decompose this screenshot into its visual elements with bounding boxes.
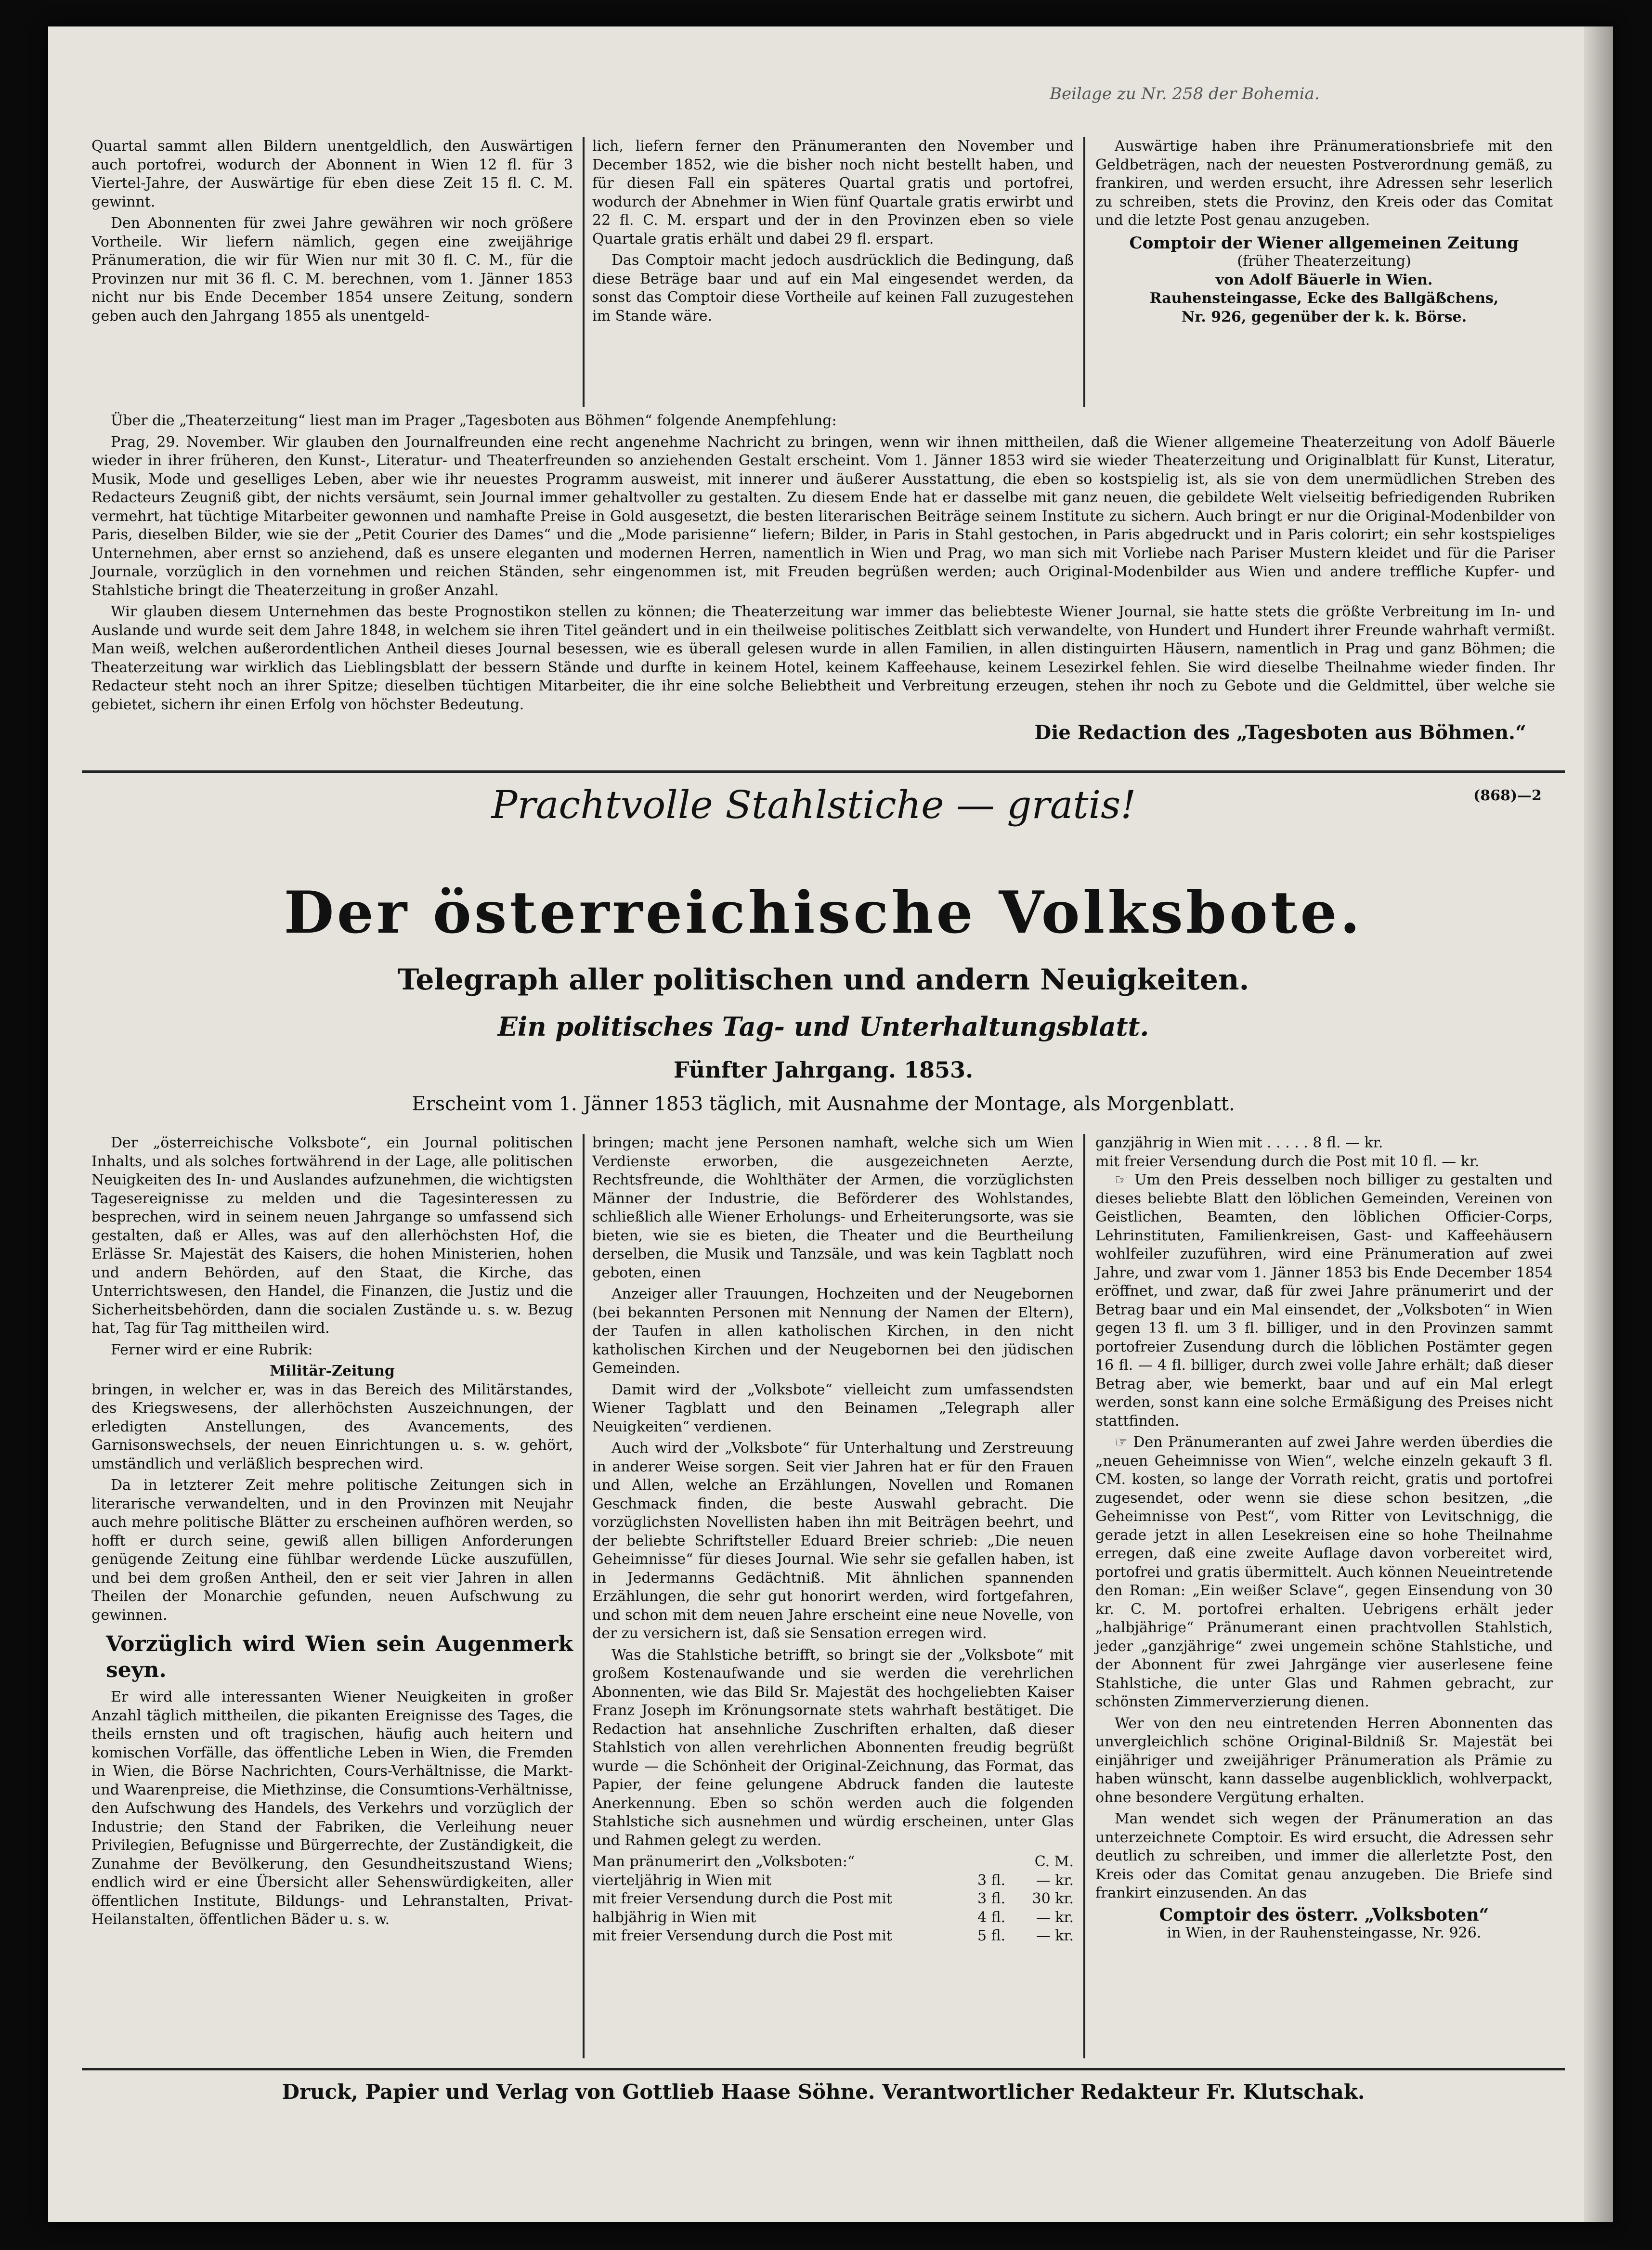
paper-schedule: Erscheint vom 1. Jänner 1853 täglich, mit Ausnahme der Montage, als Morgenblatt. bbox=[412, 1093, 1235, 1115]
page-edge bbox=[1584, 26, 1613, 2222]
vienna-heading: Vorzüglich wird Wien sein Augenmerk seyn. bbox=[106, 1632, 573, 1682]
c2-p1: bringen; macht jene Personen namhaft, welche sich um Wien Verdienste erworben, die ausgezeichneten Aerzte, Rechtsfreunde, die Wohlthäter der Armen, die vorzüglichsten Männer der Industrie, die Beförderer des Wohlstandes, schließlich alle Wiener Erholungs- und Erheiterungsorte, was sie bieten, wie sie es bieten, die Theater und die Beurtheilung derselben, die Musik und Tanzsäle, und was kein Tagblatt noch geboten, einen bbox=[592, 1134, 1074, 1281]
pointing-hand-icon: ☞ bbox=[1115, 1434, 1133, 1451]
c3-p1 bbox=[1095, 1171, 1553, 1431]
recommendation-p2: Wir glauben diesem Unternehmen das beste Prognostikon stellen zu können; die Theaterzeitung war immer das beliebteste Wiener Journal, sie hatte stets die größte Verbreitung im In- und Auslande und wurde seit dem Jahre 1848, in welchem sie ihren Titel geändert und in ein theilweise politisches Zeitblatt sich verwandelte, von Hundert und Hundert ihrer Freunde wahrhaft vermißt. Man weiß, welchen außerordentlichen Antheil dieses Journal besessen, wie es überall gelesen wurde in allen Familien, in allen distinguirten Häusern, namentlich in Prag und ganz Böhmen; die Theaterzeitung war wirklich das Lieblingsblatt der bessern Stände und durfte in keinem Hotel, keinem Kaffeehause, keinem Lesezirkel fehlen. Sie wird dieselbe Theilnahme wieder finden. Ihr Redacteur steht noch an ihrer Spitze; dieselben tüchtigen Mitarbeiter, die ihr eine solche Beliebtheit und Verbreitung erzeugen, stehen ihr noch zu Gebote und die Geldmittel, über welche sie gebietet, sichern ihr einen Erfolg von höchster Bedeutung. bbox=[91, 603, 1555, 713]
price-kr: — kr. bbox=[1036, 1909, 1074, 1926]
section-divider bbox=[82, 770, 1565, 773]
paper-subtitle-2: Ein politisches Tag- und Unterhaltungsblatt. bbox=[497, 1011, 1149, 1042]
price-kr: — kr. bbox=[1036, 1872, 1074, 1889]
price-label: vierteljährig in Wien mit bbox=[592, 1872, 772, 1889]
paper-volume: Fünfter Jahrgang. 1853. bbox=[673, 1057, 974, 1083]
price-row bbox=[592, 1890, 1074, 1909]
volksbote-comptoir: Comptoir des österr. „Volksboten“ bbox=[1159, 1904, 1489, 1925]
column-rule bbox=[1083, 1134, 1085, 2058]
top-right-column bbox=[1095, 137, 1553, 326]
military-rubric: Militär-Zeitung bbox=[270, 1363, 395, 1379]
column-rule bbox=[1083, 137, 1085, 407]
c1-p5: Er wird alle interessanten Wiener Neuigkeiten in großer Anzahl täglich mittheilen, die pikanten Ereignisse des Tages, die theils ernsten und oft tragischen, häufig auch heitern und komischen Vorfälle, das öffentliche Leben in Wien, die Fremden in Wien, die Börse Nachrichten, Cours-Verhältnisse, die Markt- und Waarenpreise, die Miethzinse, die Consumtions-Verhältnisse, den Aufschwung des Handels, des Verkehrs und vorzüglich der Industrie; den Stand der Fabriken, die Verleihung neuer Privilegien, Befugnisse und Bürgerrechte, der Zuständigkeit, die Zunahme der Bevölkerung, den Gesundheitszustand Wiens; endlich wird er eine Übersicht aller Sehenswürdigkeiten, aller öffentlichen Institute, Bildungs- und Lehranstalten, Privat-Heilanstalten, öffentlichen Bäder u. s. w. bbox=[91, 1689, 573, 1928]
price-fl: 5 fl. bbox=[977, 1927, 1006, 1944]
top-left-p2: Den Abonnenten für zwei Jahre gewähren wir noch größere Vortheile. Wir liefern nämlich, gegen eine zweijährige Pränumeration, die wir für Wien nur mit 30 fl. C. M., für die Provinzen nur mit 36 fl. C. M. berechnen, vom 1. Jänner 1853 nicht nur bis Ende December 1854 unsere Zeitung, sondern geben auch den Jahrgang 1855 als unentgeld- bbox=[91, 215, 573, 325]
price-fl: 3 fl. bbox=[977, 1890, 1006, 1907]
c1-p4: Da in letzterer Zeit mehre politische Zeitungen sich in literarische verwandelten, und in den Provinzen mit Neujahr auch mehre politische Blätter zu erscheinen aufhören werden, so hofft er durch seine, gewiß allen billigen Anforderungen genügende Zeitung eine fühlbar werdende Lücke auszufüllen, und bei dem großen Antheil, den er seit vier Jahren in allen Theilen der Monarchie gefunden, neuen Aufschwung zu gewinnen. bbox=[91, 1477, 573, 1624]
price-row bbox=[592, 1872, 1074, 1890]
price-label: mit freier Versendung durch die Post mit bbox=[592, 1927, 892, 1944]
price-fl: 4 fl. bbox=[977, 1909, 1006, 1926]
c1-p1: Der „österreichische Volksbote“, ein Journal politischen Inhalts, und als solches fortwährend in der Lage, alle politischen Neuigkeiten des In- und Auslandes aufzunehmen, die wichtigsten Tagesereignisse zu melden und die Tagesinteressen zu besprechen, wird in seinem neuen Jahrgange so umfassend sich gestalten, daß er Alles, was auf den allerhöchsten Hof, die Erlässe Sr. Majestät des Kaisers, die hohen Ministerien, hohen und andern Behörden, auf den Staat, die Kirche, das Unterrichtswesen, den Handel, die Finanzen, die Justiz und die Sicherheitsbehörden, dann die socialen Zustände u. s. w. Bezug hat, Tag für Tag mittheilen wird. bbox=[91, 1134, 573, 1337]
top-left-p1: Quartal sammt allen Bildern unentgeldlich, den Auswärtigen auch portofrei, wodurch der Abonnent in Wien 12 fl. für 3 Viertel-Jahre, der Auswärtige für eben diese Zeit 15 fl. C. M. gewinnt. bbox=[91, 138, 573, 210]
recommendation-block bbox=[91, 412, 1555, 742]
price-currency: C. M. bbox=[1034, 1853, 1074, 1870]
recommendation-signature: Die Redaction des „Tagesboten aus Böhmen.“ bbox=[1034, 721, 1526, 744]
ad-code: (868)—2 bbox=[1473, 787, 1542, 804]
paper-title: Der österreichische Volksbote. bbox=[284, 879, 1363, 947]
price-heading: Man pränumerirt den „Volksboten:“ bbox=[592, 1853, 855, 1870]
recommendation-intro: Über die „Theaterzeitung“ liest man im Prager „Tagesboten aus Böhmen“ folgende Anempfehlung: bbox=[111, 412, 837, 429]
price-row bbox=[592, 1909, 1074, 1927]
c3-p2 bbox=[1095, 1433, 1553, 1712]
comptoir-address: Rauhensteingasse, Ecke des Ballgäßchens, bbox=[1149, 290, 1499, 307]
price-label: mit freier Versendung durch die Post mit bbox=[592, 1890, 892, 1907]
price-kr: — kr. bbox=[1036, 1927, 1074, 1944]
top-mid-p2: Das Comptoir macht jedoch ausdrücklich die Bedingung, daß diese Beträge baar und auf ein Mal eingesendet werden, da sonst das Comptoir diese Vortheile auf keinen Fall zuzugestehen im Stande wäre. bbox=[592, 252, 1074, 325]
price-fl: 3 fl. bbox=[977, 1872, 1006, 1889]
ad-column-3 bbox=[1095, 1134, 1553, 1943]
recommendation-p1: Prag, 29. November. Wir glauben den Journalfreunden eine recht angenehme Nachricht zu bringen, wenn wir ihnen mittheilen, daß die Wiener allgemeine Theaterzeitung von Adolf Bäuerle wieder in ihrer früheren, den Kunst-, Literatur- und Theaterfreunden so anziehenden Gestalt erscheint. Vom 1. Jänner 1853 wird sie wieder Theaterzeitung und Originalblatt für Kunst, Literatur, Musik, Mode und geselliges Leben, aber wie ihr neuestes Programm ausweist, mit innerer und äußerer Ausstattung, die eben so kostspielig ist, als sie von dem unermüdlichen Streben des Redacteurs Zeugniß gibt, der nichts versäumt, sein Journal immer gehaltvoller zu gestalten. Zu diesem Ende hat er dasselbe mit ganz neuen, die gebildete Welt vielseitig befriedigenden Rubriken vermehrt, hat tüchtige Mitarbeiter gewonnen und namhafte Preise in Gold ausgesetzt, die besten literarischen Beiträge seinem Institute zu sichern. Auch bringt er nur die Original-Modenbilder von Paris, dieselben Bilder, wie sie der „Petit Courier des Dames“ und die „Mode parisienne“ liefern; Bilder, in Paris in Stahl gestochen, in Paris abgedruckt und in Paris colorirt; ein sehr kostspieliges Unternehmen, aber ernst so anziehend, daß es unsere eleganten und modernen Herren, namentlich in Wien und Prag, wo man sich mit Vorliebe nach Pariser Mustern kleidet und für die Pariser Journale, vorzüglich in den vornehmen und reichen Ständen, sehr eingenommen ist, mit Freuden begrüßen werden; auch Original-Modenbilder aus Wien und andere treffliche Kupfer- und Stahlstiche bringt die Theaterzeitung in großer Anzahl. bbox=[91, 433, 1555, 599]
c1-p2: Ferner wird er eine Rubrik: bbox=[111, 1341, 313, 1358]
c2-p5: Was die Stahlstiche betrifft, so bringt sie der „Volksbote“ mit großem Kostenaufwande und sie werden die verehrlichen Abonnenten, wie das Bild Sr. Majestät des hochgeliebten Kaiser Franz Joseph im Krönungsornate stets wahrhaft bestätiget. Die Redaction hat ansehnliche Zuschriften erhalten, daß dieser Stahlstich von allen verehrlichen Abonnenten freudig begrüßt wurde — die Schönheit der Original-Zeichnung, das Format, das Papier, der feine gelungene Abdruck fanden die lauteste Anerkennung. Eben so schön werden auch die folgenden Stahlstiche sich ausnehmen und würdig erscheinen, unter Glas und Rahmen gelegt zu werden. bbox=[592, 1646, 1074, 1849]
newspaper-page bbox=[48, 26, 1613, 2222]
c2-p2: Anzeiger aller Trauungen, Hochzeiten und der Neugebornen (bei bekannten Personen mit Nennung der Namen der Eltern), der Taufen in allen katholischen Kirchen, in den nicht katholischen Kirchen und der Neugebornen bei den jüdischen Gemeinden. bbox=[592, 1286, 1074, 1377]
price-kr: 30 kr. bbox=[1032, 1890, 1074, 1907]
ad-column-2 bbox=[592, 1134, 1074, 1946]
paper-subtitle-1: Telegraph aller politischen und andern Neuigkeiten. bbox=[397, 963, 1249, 997]
pointing-hand-icon: ☞ bbox=[1115, 1171, 1135, 1188]
top-left-column bbox=[91, 137, 573, 328]
comptoir-name: Comptoir der Wiener allgemeinen Zeitung bbox=[1129, 233, 1519, 253]
price-row-annual-post: mit freier Versendung durch die Post mit 10 fl. — kr. bbox=[1095, 1153, 1480, 1170]
c3-p2-text: Den Pränumeranten auf zwei Jahre werden überdies die „neuen Geheimnisse von Wien“, welche einzeln gekauft 3 fl. CM. kosten, so lange der Vorrath reicht, gratis und portofrei zugesendet, oder wenn sie diese schon besitzen, „die Geheimnisse von Pest“, vom Ritter von Levitschnigg, die gerade jetzt in allen Lesekreisen eine so hohe Theilnahme erregen, daß eine zweite Auflage davon vorbereitet wird, portofrei und gratis übermittelt. Auch können Neueintretende den Roman: „Ein weißer Sclave“, gegen Einsendung von 30 kr. C. M. portofrei erhalten. Uebrigens erhält jeder „halbjährige“ Pränumerant einen prachtvollen Stahlstich, jeder „ganzjährige“ zwei ungemein schöne Stahlstiche, und der Abonnent für zwei Jahrgänge vier auserlesene feine Stahlstiche, die unter Glas und Rahmen gebracht, zur schönsten Zimmerverzierung dienen. bbox=[1095, 1434, 1553, 1710]
ad-column-1 bbox=[91, 1134, 573, 1932]
supplement-header: Beilage zu Nr. 258 der Bohemia. bbox=[1050, 84, 1320, 104]
top-mid-column bbox=[592, 137, 1074, 328]
c3-p3: Wer von den neu eintretenden Herren Abonnenten das unvergleichlich schöne Original-Bildniß Sr. Majestät bei einjähriger und zweijähriger Pränumeration als Prämie zu haben wünscht, kann dasselbe augenblicklich, wohlverpackt, ohne besondere Vergütung erhalten. bbox=[1095, 1715, 1553, 1806]
top-mid-p1: lich, liefern ferner den Pränumeranten den November und December 1852, wie die bisher noch nicht bestellt haben, und für diesen Fall ein späteres Quartal gratis und portofrei, wodurch der Abnehmer in Wien fünf Quartale gratis erwirbt und 22 fl. C. M. erspart und der in den Provinzen eben so viele Quartale gratis erhält und dabei 29 fl. erspart. bbox=[592, 138, 1074, 247]
column-rule bbox=[583, 137, 585, 407]
comptoir-address-2: Nr. 926, gegenüber der k. k. Börse. bbox=[1181, 308, 1467, 325]
price-row-annual: ganzjährig in Wien mit . . . . . 8 fl. — kr. bbox=[1095, 1134, 1383, 1151]
top-right-p1: Auswärtige haben ihre Pränumerationsbriefe mit den Geldbeträgen, nach der neuesten Postverordnung gemäß, zu frankiren, und werden ersucht, ihre Adressen sehr leserlich zu schreiben, stets die Provinz, den Kreis oder das Comitat und die letzte Post genau anzugeben. bbox=[1095, 138, 1553, 229]
c2-p4: Auch wird der „Volksbote“ für Unterhaltung und Zerstreuung in anderer Weise sorgen. Seit vier Jahren hat er für den Frauen und Allen, welche an Erzählungen, Novellen und Romanen Geschmack finden, die beste Auswahl gebracht. Die vorzüglichsten Novellisten haben ihn mit Beiträgen beehrt, und der beliebte Schriftsteller Eduard Breier schrieb: „Die neuen Geheimnisse“ für dieses Journal. Wie sehr sie gefallen haben, ist in Jedermanns Gedächtniß. Mit ähnlichen spannenden Erzählungen, die sehr gut honorirt werden, wird fortgefahren, und schon mit dem neuen Jahre erscheint eine neue Novelle, von der zu versichern ist, daß sie Sensation erregen wird. bbox=[592, 1440, 1074, 1642]
column-rule bbox=[583, 1134, 585, 2058]
volksbote-address: in Wien, in der Rauhensteingasse, Nr. 926. bbox=[1167, 1925, 1482, 1941]
comptoir-owner: von Adolf Bäuerle in Wien. bbox=[1215, 271, 1433, 288]
price-header bbox=[592, 1853, 1074, 1872]
c3-p4: Man wendet sich wegen der Pränumeration an das unterzeichnete Comptoir. Es wird ersucht, die Adressen sehr deutlich zu schreiben, und immer die allerletzte Post, den Kreis oder das Comitat genau anzugeben. Die Briefe sind frankirt einzusenden. An das bbox=[1095, 1810, 1553, 1901]
c2-p3: Damit wird der „Volksbote“ vielleicht zum umfassendsten Wiener Tagblatt und den Beinamen „Telegraph aller Neuigkeiten“ verdienen. bbox=[592, 1381, 1074, 1435]
c3-p1-text: Um den Preis desselben noch billiger zu gestalten und dieses beliebte Blatt den löblichen Gemeinden, Vereinen von Geistlichen, Beamten, den löblichen Officier-Corps, Lehrinstituten, Familienkreisen, Gast- und Kaffeehäusern wohlfeiler zuzuführen, wird eine Pränumeration auf zwei Jahre, und zwar vom 1. Jänner 1853 bis Ende December 1854 eröffnet, und zwar, daß für zwei Jahre pränumerirt und der Betrag baar und ein Mal einsendet, der „Volksboten“ in Wien gegen 13 fl. um 3 fl. billiger, und in den Provinzen sammt portofreier Zusendung durch die löblichen Postämter gegen 16 fl. — 4 fl. billiger, durch zwei volle Jahre erhält; daß dieser Betrag aber, wie bemerkt, baar und auf ein Mal erlegt werden, sonst kann eine solche Ermäßigung des Preises nicht stattfinden. bbox=[1095, 1171, 1553, 1430]
imprint-footer: Druck, Papier und Verlag von Gottlieb Haase Söhne. Verantwortlicher Redakteur Fr. Klutschak. bbox=[282, 2080, 1365, 2104]
banner-title: Prachtvolle Stahlstiche — gratis! bbox=[491, 782, 1136, 827]
c1-p3: bringen, in welcher er, was in das Bereich des Militärstandes, des Kriegswesens, der allerhöchsten Auszeichnungen, der erledigten Anstellungen, des Avancements, des Garnisonswechsels, der neuen Einrichtungen u. s. w. gehört, umständlich und verläßlich besprechen wird. bbox=[91, 1381, 573, 1472]
comptoir-subtitle: (früher Theaterzeitung) bbox=[1237, 253, 1411, 270]
price-row bbox=[592, 1927, 1074, 1946]
price-label: halbjährig in Wien mit bbox=[592, 1909, 756, 1926]
footer-rule bbox=[82, 2068, 1565, 2070]
